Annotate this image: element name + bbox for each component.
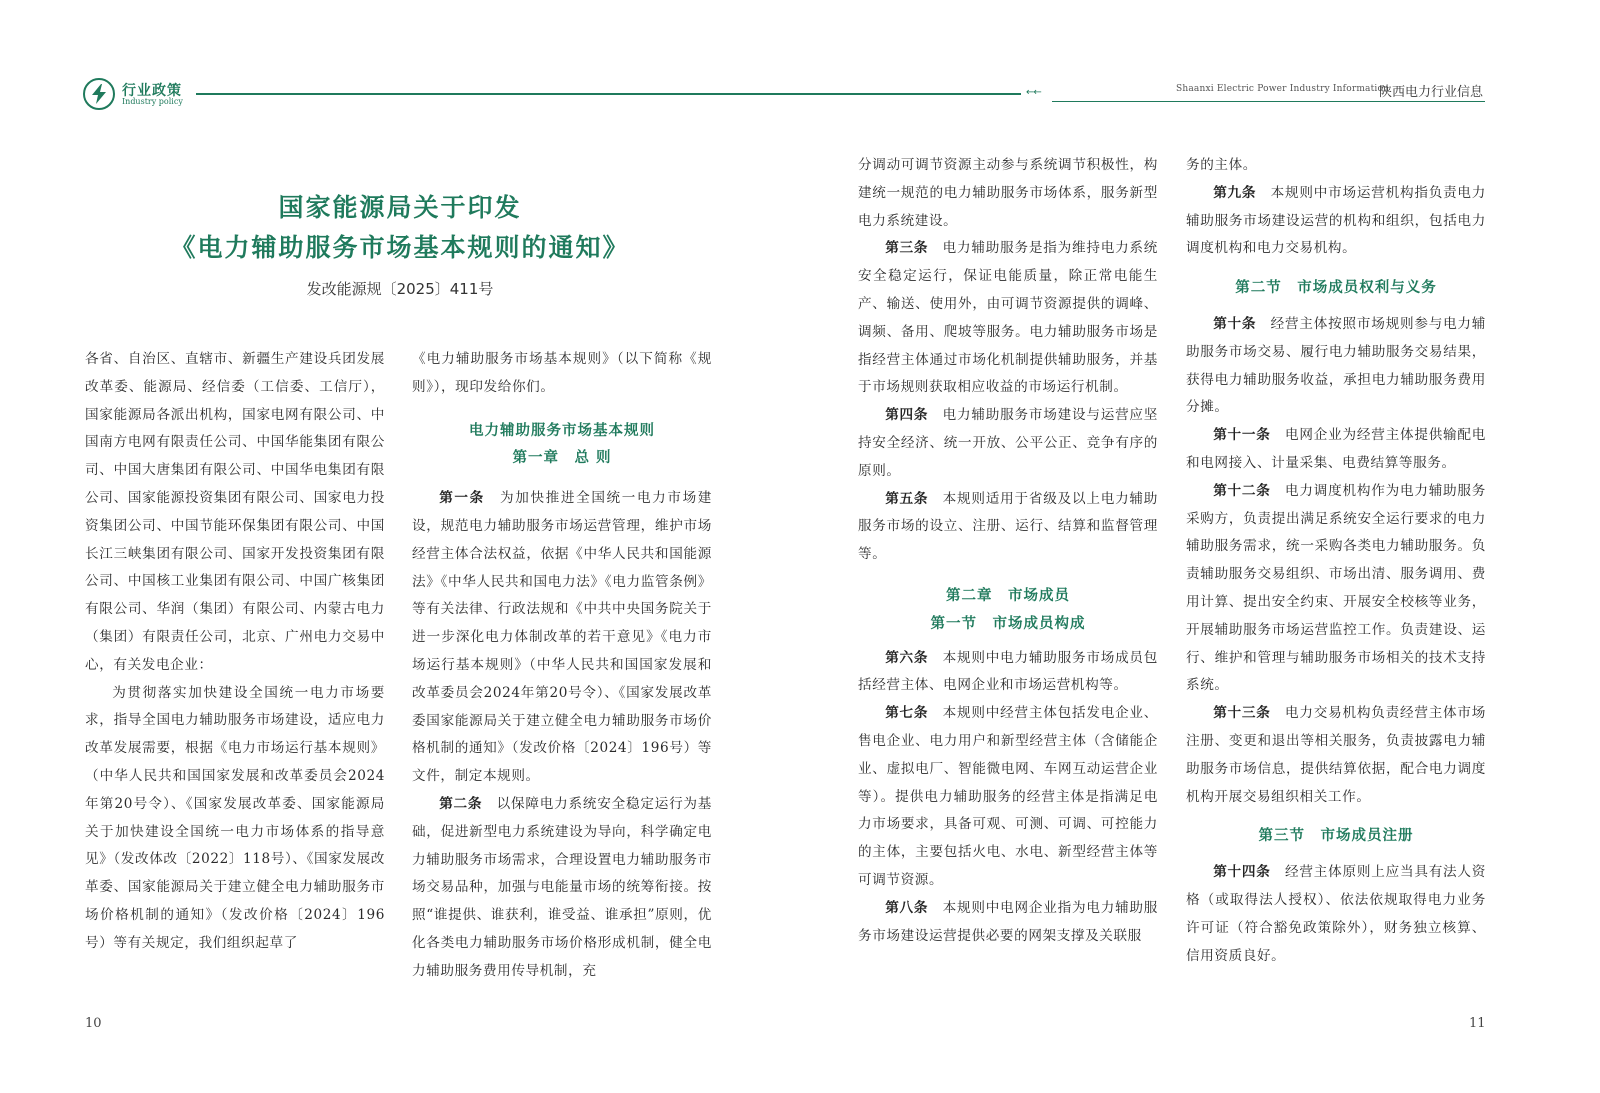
article-4 <box>858 402 1158 485</box>
article-label: 第十四条 <box>1213 864 1271 881</box>
article-label: 第七条 <box>885 705 929 722</box>
text-column-1 <box>85 346 385 958</box>
article-title-line2: 《电力辅助服务市场基本规则的通知》 <box>170 233 630 262</box>
article-text: 以保障电力系统安全稳定运行为基础，促进新型电力系统建设为导向，科学确定电力辅助服务市场需求，合理设置电力辅助服务市场交易品种，加强与电能量市场的统筹衔接。按照“谁提供、谁获利，谁受益、谁承担”原则，优化各类电力辅助服务市场价格形成机制，健全电力辅助服务费用传导机制，充 <box>412 795 712 979</box>
article-label: 第十二条 <box>1213 482 1271 499</box>
article-text: 电网企业为经营主体提供输配电和电网接入、计量采集、电费结算等服务。 <box>1186 427 1486 471</box>
rules-heading: 电力辅助服务市场基本规则 <box>469 422 655 439</box>
article-label: 第三条 <box>885 240 929 257</box>
chapter-2-heading: 第二章 市场成员 <box>946 587 1070 604</box>
article-label: 第五条 <box>885 490 929 507</box>
document-number: 发改能源规〔2025〕411号 <box>306 280 494 298</box>
intro-paragraph-end: 《电力辅助服务市场基本规则》（以下简称《规则》），现印发给你们。 <box>412 351 712 395</box>
article-text: 电力交易机构负责经营主体市场注册、变更和退出等相关服务，负责披露电力辅助服务市场信息，提供结算依据，配合电力调度机构开展交易组织相关工作。 <box>1186 705 1486 805</box>
article-text: 本规则中电网企业指为电力辅助服务市场建设运营提供必要的网架支撑及关联服 <box>858 899 1158 944</box>
article-2 <box>412 791 712 986</box>
text-column-3 <box>858 152 1158 950</box>
header-rule-left <box>196 93 1021 95</box>
text-column-4 <box>1186 152 1486 970</box>
article-8 <box>858 895 1158 951</box>
article-label: 第九条 <box>1213 184 1257 201</box>
chapter-1-heading: 第一章 总 则 <box>512 450 612 467</box>
section-3-heading: 第三节 市场成员注册 <box>1258 828 1414 845</box>
article-2-continued: 分调动可调节资源主动参与系统调节积极性，构建统一规范的电力辅助服务市场体系，服务新型电力系统建设。 <box>858 157 1158 229</box>
intro-paragraph: 为贯彻落实加快建设全国统一电力市场要求，指导全国电力辅助服务市场建设，适应电力改革发展需要，根据《电力市场运行基本规则》（中华人民共和国国家发展和改革委员会2024年第20号令）、《国家发展改革委、国家能源局关于加快建设全国统一电力市场体系的指导意见》（发改体改〔2022〕118号）、《国家发展改革委、国家能源局关于建立健全电力辅助服务市场价格机制的通知》（发改价格〔2024〕196号）等有关规定，我们组织起草了 <box>85 684 385 951</box>
article-8-continued: 务的主体。 <box>1186 157 1257 173</box>
article-text: 本规则中经营主体包括发电企业、售电企业、电力用户和新型经营主体（含储能企业、虚拟电厂、智能微电网、车网互动运营企业等）。提供电力辅助服务的经营主体是指满足电力市场要求，具备可观、可测、可调、可控能力的主体，主要包括火电、水电、新型经营主体等可调节资源。 <box>858 705 1158 888</box>
article-label: 第一条 <box>439 490 485 507</box>
article-text: 电力调度机构作为电力辅助服务采购方，负责提出满足系统安全运行要求的电力辅助服务需求，统一采购各类电力辅助服务。负责辅助服务交易组织、市场出清、服务调用、费用计算、提出安全约束、开展安全校核等业务，开展辅助服务市场运营监控工作。负责建设、运行、维护和管理与辅助服务市场相关的技术支持系统。 <box>1186 482 1486 694</box>
section-2-heading: 第二节 市场成员权利与义务 <box>1235 280 1437 297</box>
article-label: 第十一条 <box>1213 427 1271 444</box>
article-text: 经营主体按照市场规则参与电力辅助服务市场交易、履行电力辅助服务交易结果，获得电力辅助服务收益，承担电力辅助服务费用分摊。 <box>1186 315 1486 416</box>
article-text: 本规则适用于省级及以上电力辅助服务市场的设立、注册、运行、结算和监督管理等。 <box>858 490 1158 563</box>
article-label: 第十条 <box>1213 315 1257 332</box>
article-text: 为加快推进全国统一电力市场建设，规范电力辅助服务市场运营管理，维护市场经营主体合法权益，依据《中华人民共和国能源法》《中华人民共和国电力法》《电力监管条例》等有关法律、行政法规和《中共中央国务院关于进一步深化电力体制改革的若干意见》《电力市场运行基本规则》（中华人民共和国国家发展和改革委员会2024年第20号令）、《国家发展改革委国家能源局关于建立健全电力辅助服务市场价格机制的通知》（发改价格〔2024〕196号）等文件，制定本规则。 <box>412 490 712 785</box>
article-label: 第六条 <box>885 649 929 666</box>
article-11 <box>1186 422 1486 478</box>
article-title-line1: 国家能源局关于印发 <box>278 193 522 222</box>
article-label: 第八条 <box>885 899 929 916</box>
addressee-paragraph: 各省、自治区、直辖市、新疆生产建设兵团发展改革委、能源局、经信委（工信委、工信厅），国家能源局各派出机构，国家电网有限公司、中国南方电网有限责任公司、中国华能集团有限公司、中国大唐集团有限公司、中国华电集团有限公司、国家能源投资集团有限公司、国家电力投资集团公司、中国节能环保集团有限公司、中国长江三峡集团有限公司、国家开发投资集团有限公司、中国核工业集团有限公司、中国广核集团有限公司、华润（集团）有限公司、内蒙古电力（集团）有限责任公司，北京、广州电力交易中心，有关发电企业： <box>85 351 385 673</box>
article-13 <box>1186 700 1486 811</box>
article-text: 电力辅助服务市场建设与运营应坚持安全经济、统一开放、公平公正、竞争有序的原则。 <box>858 407 1158 479</box>
page-number-right: 11 <box>1469 1016 1486 1031</box>
article-14 <box>1186 859 1486 970</box>
section-title: 行业政策 <box>122 83 182 99</box>
article-6 <box>858 645 1158 701</box>
article-3 <box>858 235 1158 402</box>
article-9 <box>1186 180 1486 263</box>
magazine-name-cn: 陕西电力行业信息 <box>1379 85 1484 100</box>
header-rule-right <box>1052 101 1485 102</box>
article-text: 本规则中市场运营机构指负责电力辅助服务市场建设运营的机构和组织，包括电力调度机构和电力交易机构。 <box>1186 184 1486 257</box>
article-text: 电力辅助服务是指为维持电力系统安全稳定运行，保证电能质量，除正常电能生产、输送、使用外，由可调节资源提供的调峰、调频、备用、爬坡等服务。电力辅助服务市场是指经营主体通过市场化机制提供辅助服务，并基于市场规则获取相应收益的市场运行机制。 <box>858 240 1158 396</box>
article-text: 经营主体原则上应当具有法人资格（或取得法人授权）、依法依规取得电力业务许可证（符合豁免政策除外），财务独立核算、信用资质良好。 <box>1186 864 1486 964</box>
article-12 <box>1186 478 1486 700</box>
article-10 <box>1186 311 1486 422</box>
section-1-heading: 第一节 市场成员构成 <box>930 615 1086 632</box>
article-label: 第二条 <box>439 795 483 812</box>
article-5 <box>858 486 1158 569</box>
article-1 <box>412 485 712 791</box>
lightning-logo-icon <box>83 78 115 110</box>
magazine-name-en: Shaanxi Electric Power Industry Information <box>1176 84 1390 94</box>
article-label: 第十三条 <box>1213 705 1271 722</box>
section-subtitle: Industry policy <box>122 97 183 106</box>
text-column-2 <box>412 346 712 986</box>
article-7 <box>858 700 1158 895</box>
article-text: 本规则中电力辅助服务市场成员包括经营主体、电网企业和市场运营机构等。 <box>858 649 1158 694</box>
page-number-left: 10 <box>85 1016 102 1031</box>
article-label: 第四条 <box>885 407 929 424</box>
double-arrow-left-icon: ←← <box>1026 87 1041 98</box>
